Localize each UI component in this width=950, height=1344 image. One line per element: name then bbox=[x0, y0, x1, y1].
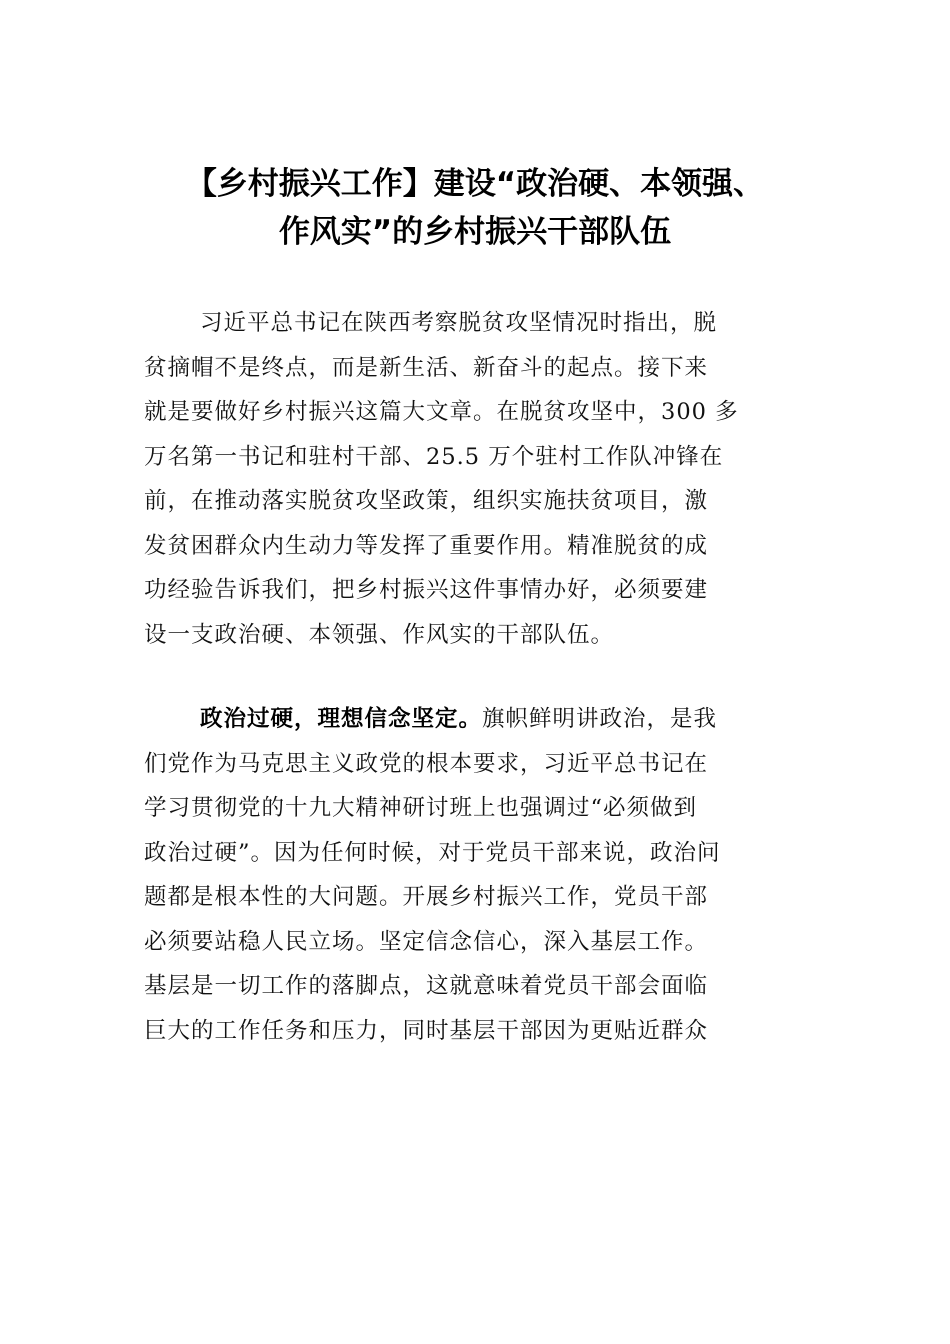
paragraph-line: 就是要做好乡村振兴这篇大文章。在脱贫攻坚中，300 多 bbox=[144, 399, 739, 425]
paragraph-line: 们党作为马克思主义政党的根本要求，习近平总书记在 bbox=[144, 750, 709, 777]
title-line: 作风实”的乡村振兴干部队伍 bbox=[278, 214, 672, 250]
paragraph-line: 贫摘帽不是终点，而是新生活、新奋斗的起点。接下来 bbox=[144, 354, 709, 381]
paragraph-line: 基层是一切工作的落脚点，这就意味着党员干部会面临 bbox=[144, 973, 709, 999]
paragraph-line: 必须要站稳人民立场。坚定信念信心，深入基层工作。 bbox=[144, 928, 709, 955]
paragraph-line: 习近平总书记在陕西考察脱贫攻坚情况时指出，脱 bbox=[200, 310, 718, 336]
paragraph-line: 学习贯彻党的十九大精神研讨班上也强调过“必须做到 bbox=[144, 795, 698, 821]
paragraph-line: 题都是根本性的大问题。开展乡村振兴工作，党员干部 bbox=[144, 884, 709, 910]
paragraph-line: 万名第一书记和驻村干部、25.5 万个驻村工作队冲锋在 bbox=[144, 443, 724, 470]
title-line: 【乡村振兴工作】建设“政治硬、本领强、 bbox=[185, 166, 765, 202]
document-title bbox=[120, 160, 830, 256]
paragraph-line: 前，在推动落实脱贫攻坚政策，组织实施扶贫项目，激 bbox=[144, 488, 709, 514]
paragraph-line: 巨大的工作任务和压力，同时基层干部因为更贴近群众 bbox=[144, 1017, 709, 1044]
paragraph-line: 功经验告诉我们，把乡村振兴这件事情办好，必须要建 bbox=[144, 577, 709, 603]
paragraph-line-rest: 旗帜鲜明讲政治，是我 bbox=[482, 706, 718, 732]
paragraph-line: 设一支政治硬、本领强、作风实的干部队伍。 bbox=[144, 621, 615, 648]
paragraph-line: 发贫困群众内生动力等发挥了重要作用。精准脱贫的成 bbox=[144, 532, 709, 559]
paragraph-line: 政治过硬”。因为任何时候，对于党员干部来说，政治问 bbox=[144, 839, 721, 866]
paragraph-intro bbox=[144, 301, 806, 657]
paragraph-political bbox=[144, 697, 806, 1053]
paragraph-first-line bbox=[144, 697, 806, 742]
paragraph-lead-heading: 政治过硬，理想信念坚定。 bbox=[200, 706, 483, 732]
